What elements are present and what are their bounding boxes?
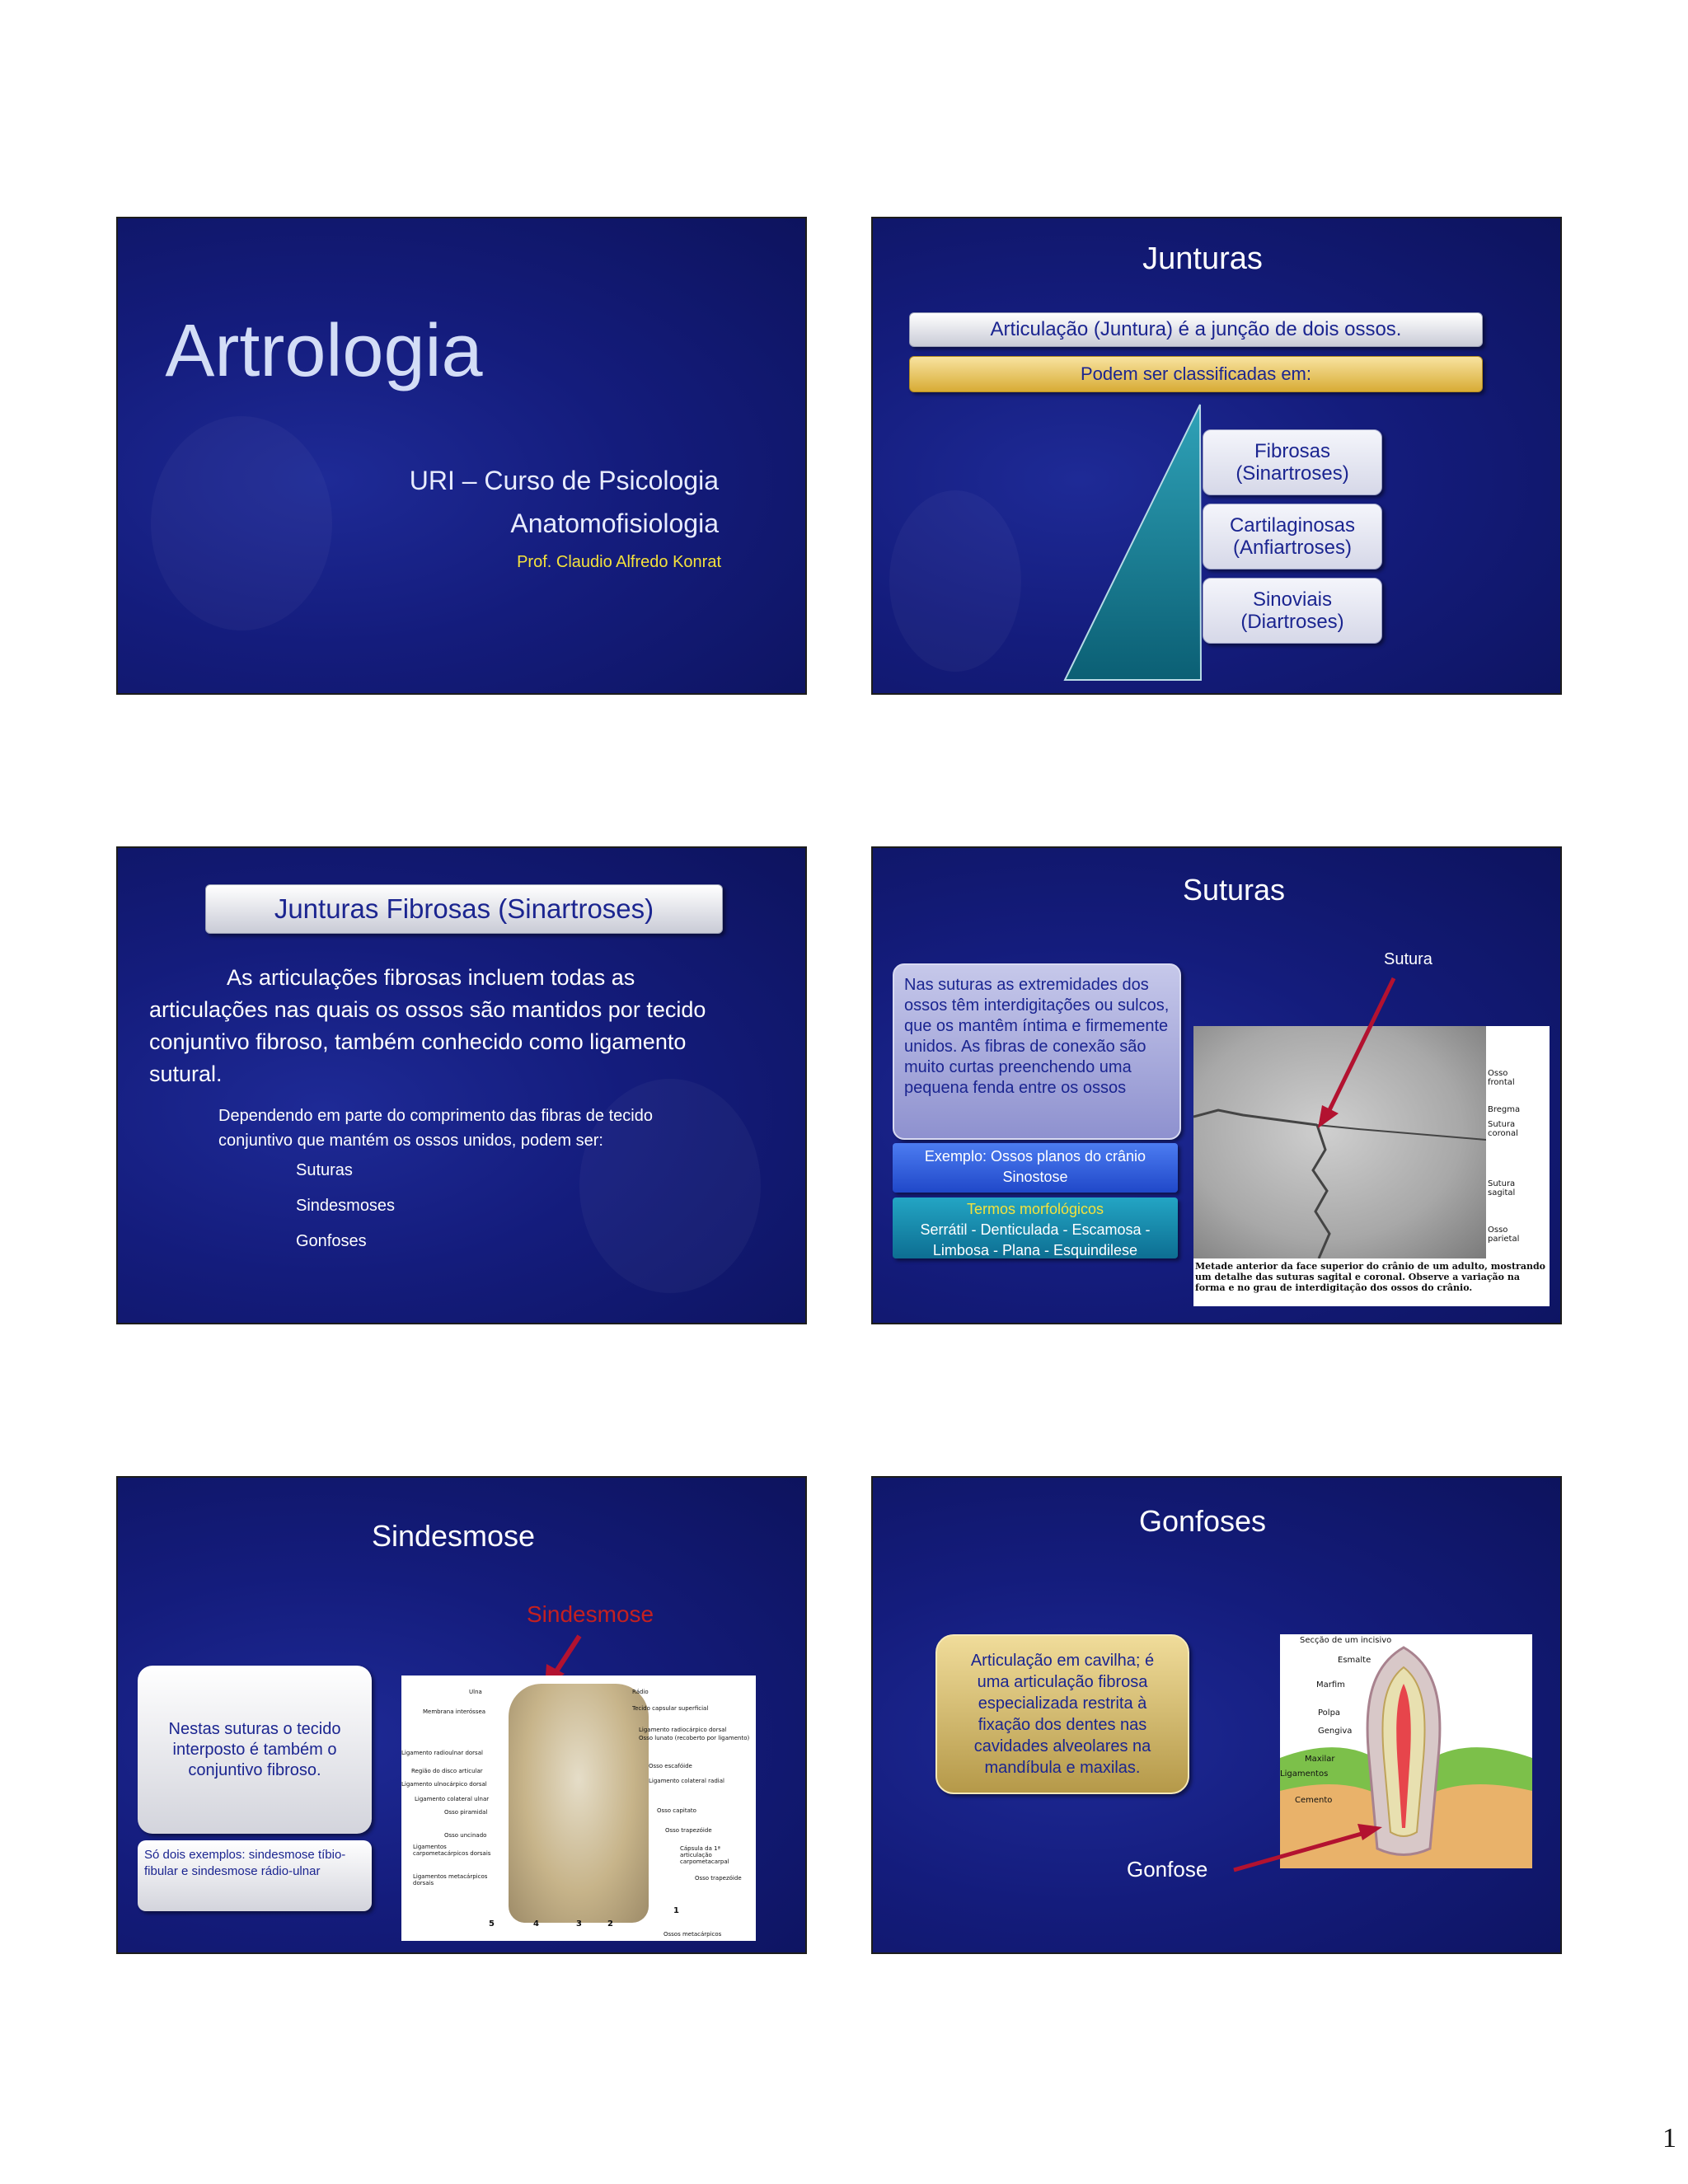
terms-line-1: Serrátil - Denticulada - Escamosa - xyxy=(920,1221,1151,1238)
tier-sublabel: (Sinartroses) xyxy=(1236,462,1349,485)
slide-title: Junturas xyxy=(1142,241,1263,276)
label-left-2: Ligamento radioulnar dorsal xyxy=(401,1750,483,1756)
wrist-image xyxy=(509,1684,649,1923)
label-bregma: Bregma xyxy=(1488,1105,1521,1114)
tier-label: Fibrosas xyxy=(1254,440,1331,462)
terms-title: Termos morfológicos xyxy=(966,1201,1104,1217)
label-left-4: Ligamento ulnocárpico dorsal xyxy=(401,1781,487,1788)
watermark xyxy=(151,416,332,630)
slide-title: Suturas xyxy=(1182,873,1286,907)
subject-line: Anatomofisiologia xyxy=(510,509,719,538)
metacarpal-number-3: 3 xyxy=(576,1919,582,1929)
label-osso-parietal: Osso parietal xyxy=(1488,1226,1520,1244)
slide-title: Gonfoses xyxy=(1138,1504,1267,1538)
label-right-7: Osso trapezóide xyxy=(665,1827,712,1834)
slide-artrologia xyxy=(116,217,807,695)
classification-bar: Podem ser classificadas em: xyxy=(909,356,1483,392)
slide-sindesmose xyxy=(116,1476,807,1954)
label-osso-frontal: Osso frontal xyxy=(1488,1069,1515,1087)
slide-title: Artrologia xyxy=(165,310,483,392)
sutura-description: Nas suturas as extremidades dos ossos têm interdigitações ou sulcos, que os mantêm íntima e firmemente unidos. As fibras de conexão são muito curtas preenchendo uma pequena fenda entre os ossos xyxy=(904,976,1170,1097)
label-right-5: Ligamento colateral radial xyxy=(649,1778,724,1784)
label-right-4: Osso escafóide xyxy=(649,1763,692,1769)
tier-label: Sinoviais xyxy=(1252,588,1333,611)
terms-line-2: Limbosa - Plana - Esquindilese xyxy=(932,1242,1138,1258)
sub-paragraph: Dependendo em parte do comprimento das fibras de tecido conjuntivo que mantém os ossos unidos, podem ser: xyxy=(218,1107,653,1150)
label-left-3: Região do disco articular xyxy=(411,1768,483,1774)
slide-junturas xyxy=(871,217,1562,695)
label-right-2: Ligamento radiocárpico dorsal xyxy=(639,1727,727,1733)
list-item-suturas: Suturas xyxy=(296,1161,353,1179)
sindesmose-description: Nestas suturas o tecido interposto é também o conjuntivo fibroso. xyxy=(168,1719,341,1779)
label-right-3: Osso lunato (recoberto por ligamento) xyxy=(639,1735,750,1741)
label-right-6: Osso capitato xyxy=(657,1807,696,1814)
label-left-6: Osso piramidal xyxy=(444,1809,488,1816)
label-left-8: Ligamentos carpometacárpicos dorsais xyxy=(413,1844,491,1857)
gonfose-arrow xyxy=(873,1478,1560,1952)
sinostose-line: Sinostose xyxy=(1002,1169,1068,1185)
skull-caption: Metade anterior da face superior do crânio de um adulto, mostrando um detalhe das suturas sagital e coronal. Observe a variação na forma e no grau de interdigitação dos ossos do crânio. xyxy=(1195,1261,1545,1293)
tier-sublabel: (Diartroses) xyxy=(1240,611,1344,633)
sindesmose-description-box xyxy=(138,1666,372,1834)
label-seccao: Secção de um incisivo xyxy=(1300,1636,1392,1645)
label-metacarpal-bones: Ossos metacárpicos xyxy=(663,1931,722,1938)
tier-fibrosas xyxy=(1203,429,1382,495)
gonfose-description: Articulação em cavilha; é uma articulação fibrosa especializada restrita à fixação dos dentes nas cavidades alveolares na mandíbula e maxilas. xyxy=(970,1652,1155,1777)
author-line: Prof. Claudio Alfredo Konrat xyxy=(517,553,721,571)
label-marfim: Marfim xyxy=(1316,1680,1345,1690)
metacarpal-number-2: 2 xyxy=(607,1919,613,1929)
metacarpal-number-5: 5 xyxy=(489,1919,495,1929)
slide-gonfoses xyxy=(871,1476,1562,1954)
slide-title-bar: Junturas Fibrosas (Sinartroses) xyxy=(205,884,723,934)
label-right-8: Cápsula da 1ª articulação carpometacarpal xyxy=(680,1845,729,1865)
label-left-7: Osso uncinado xyxy=(444,1832,487,1839)
slide-junturas-fibrosas xyxy=(116,846,807,1324)
tier-cartilaginosas xyxy=(1203,504,1382,569)
label-left-9: Ligamentos metacárpicos dorsais xyxy=(413,1873,488,1886)
label-esmalte: Esmalte xyxy=(1338,1656,1372,1665)
sutura-arrow xyxy=(873,848,1560,1323)
tier-sublabel: (Anfiartroses) xyxy=(1232,537,1353,559)
example-line: Exemplo: Ossos planos do crânio xyxy=(924,1148,1146,1165)
list-item-sindesmoses: Sindesmoses xyxy=(296,1197,396,1215)
page-number: 1 xyxy=(1662,2123,1676,2154)
label-polpa: Polpa xyxy=(1318,1708,1341,1718)
metacarpal-number-1: 1 xyxy=(673,1906,679,1915)
label-left-1: Membrana interóssea xyxy=(423,1708,486,1715)
label-right-0: Rádio xyxy=(632,1689,649,1695)
intro-paragraph: As articulações fibrosas incluem todas as articulações nas quais os ossos são mantidos por tecido conjuntivo fibroso, também conhecido como ligamento sutural. xyxy=(149,965,706,1086)
definition-bar: Articulação (Juntura) é a junção de dois ossos. xyxy=(909,312,1483,347)
label-right-9: Osso trapezóide xyxy=(695,1875,742,1882)
label-gengiva: Gengiva xyxy=(1318,1727,1353,1736)
gonfose-arrow-label: Gonfose xyxy=(1127,1857,1208,1882)
list-item-gonfoses: Gonfoses xyxy=(296,1232,367,1250)
label-sutura-coronal: Sutura coronal xyxy=(1488,1120,1518,1138)
label-maxilar: Maxilar xyxy=(1305,1755,1335,1764)
label-cemento: Cemento xyxy=(1295,1796,1333,1805)
label-sutura-sagital: Sutura sagital xyxy=(1488,1179,1516,1197)
wrist-ligaments-photo xyxy=(401,1675,756,1941)
slide-suturas xyxy=(871,846,1562,1324)
tier-label: Cartilaginosas xyxy=(1229,514,1356,537)
course-line: URI – Curso de Psicologia xyxy=(409,466,719,495)
examples-text: Só dois exemplos: sindesmose tíbio-fibular e sindesmose rádio-ulnar xyxy=(144,1848,346,1878)
sindesmose-arrow-label: Sindesmose xyxy=(527,1601,654,1627)
metacarpal-number-4: 4 xyxy=(533,1919,539,1929)
sutura-arrow-label: Sutura xyxy=(1384,950,1432,968)
label-ligamentos: Ligamentos xyxy=(1280,1769,1329,1779)
tier-sinoviais xyxy=(1203,578,1382,644)
label-left-5: Ligamento colateral ulnar xyxy=(415,1796,490,1802)
slide-title: Sindesmose xyxy=(371,1519,536,1553)
label-right-1: Tecido capsular superficial xyxy=(632,1705,709,1712)
examples-box xyxy=(138,1840,372,1911)
label-left-0: Ulna xyxy=(469,1689,482,1695)
